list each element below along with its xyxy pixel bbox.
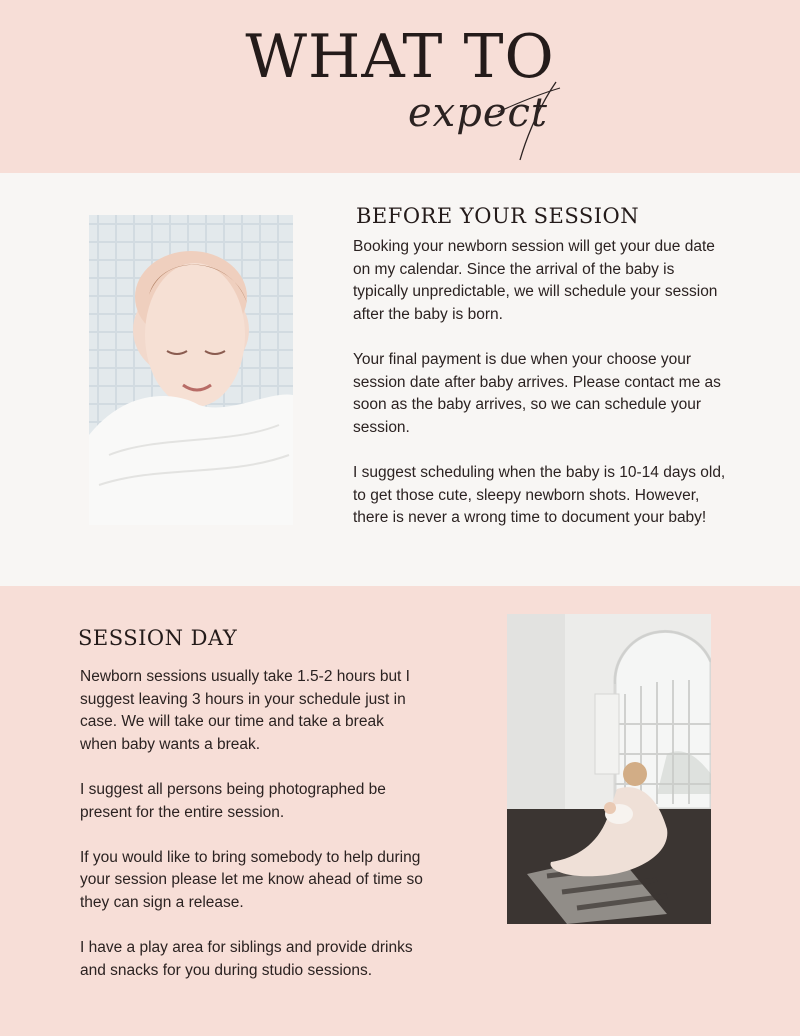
session-day-paragraph: I have a play area for siblings and provide drinks and snacks for you during studio sessions. bbox=[80, 939, 413, 979]
page-title: WHAT TO bbox=[245, 22, 555, 92]
session-day-paragraph: If you would like to bring somebody to help during your session please let me know ahead of time so they can sign a release. bbox=[80, 848, 423, 911]
before-session-paragraph: Your final payment is due when your choose your session date after baby arrives. Please contact me as soon as the baby arrives, so we can schedule your session. bbox=[353, 350, 721, 436]
before-session-section bbox=[0, 173, 800, 586]
session-day-section bbox=[0, 586, 800, 1036]
before-session-paragraph: Booking your newborn session will get your due date on my calendar. Since the arrival of the baby is typically unpredictable, we will schedule your session after the baby is born. bbox=[353, 238, 718, 323]
before-session-body bbox=[353, 236, 733, 552]
newborn-photo bbox=[89, 215, 293, 525]
before-session-title: BEFORE YOUR SESSION bbox=[356, 204, 640, 228]
session-day-body bbox=[80, 666, 425, 1005]
before-session-paragraph: I suggest scheduling when the baby is 10-14 days old, to get those cute, sleepy newborn shots. However, there is never a wrong time to document your baby! bbox=[353, 463, 726, 527]
mother-and-baby-photo bbox=[507, 614, 711, 924]
header bbox=[0, 0, 800, 173]
session-day-title: SESSION DAY bbox=[78, 626, 238, 650]
page-subtitle-script: expect bbox=[408, 90, 548, 136]
session-day-paragraph: I suggest all persons being photographed be present for the entire session. bbox=[80, 780, 386, 821]
session-day-paragraph: Newborn sessions usually take 1.5-2 hours but I suggest leaving 3 hours in your schedule just in case. We will take our time and take a break when baby wants a break. bbox=[80, 668, 410, 753]
